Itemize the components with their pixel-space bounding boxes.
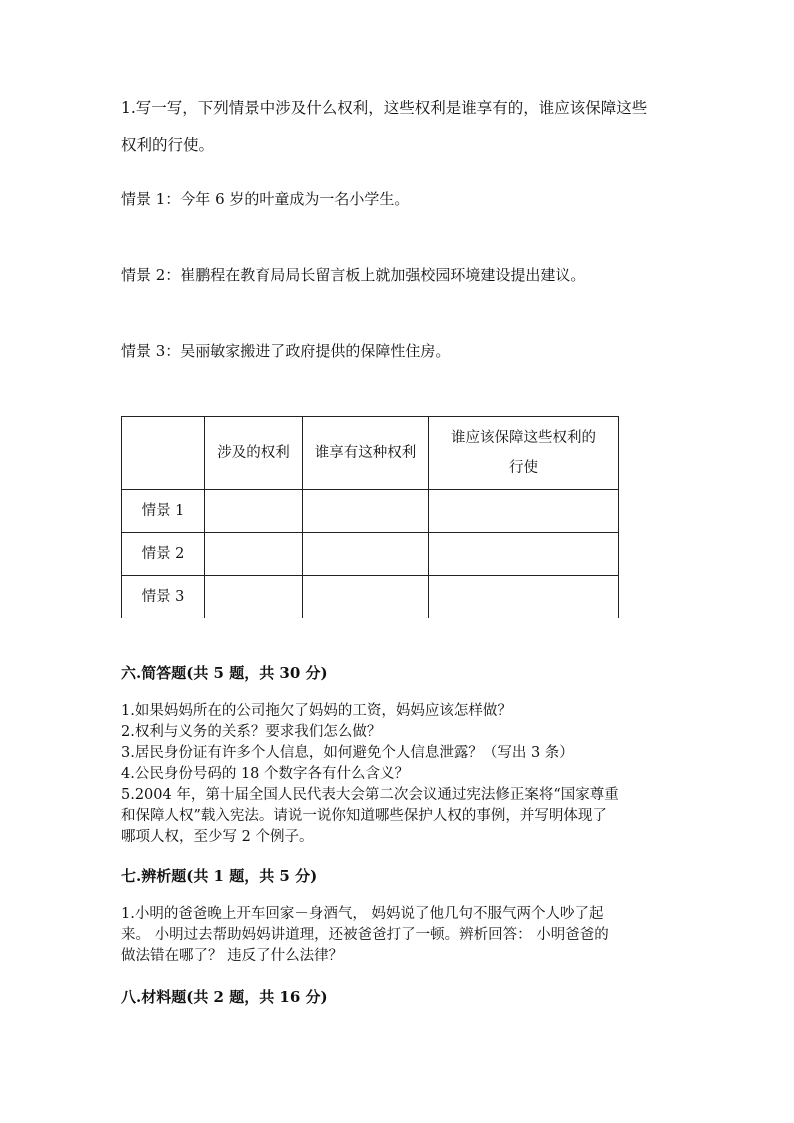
table-header-guarantor (429, 417, 619, 490)
table-row (122, 576, 619, 619)
list-item: 4.公民身份号码的 18 个数字各有什么含义？ (121, 766, 410, 782)
scenario-1: 情景 1：今年 6 岁的叶童成为一名小学生。 (121, 190, 410, 208)
question-1-line-2: 权利的行使。 (121, 136, 215, 154)
list-item: 2.权利与义务的关系？要求我们怎么做？ (121, 724, 382, 740)
list-item: 哪项人权，至少写 2 个例子。 (121, 829, 314, 845)
table-header-corner (122, 417, 205, 490)
section-6-list (121, 701, 619, 848)
table-cell[interactable] (303, 576, 429, 619)
list-item: 来。 小明过去帮助妈妈讲道理，还被爸爸打了一顿。辨析回答： 小明爸爸的 (121, 927, 609, 943)
list-item: 1.小明的爸爸晚上开车回家－身酒气， 妈妈说了他几句不服气两个人吵了起 (121, 906, 604, 922)
list-item: 3.居民身份证有许多个人信息，如何避免个人信息泄露？（写出 3 条） (121, 745, 574, 761)
table-cell[interactable] (205, 533, 303, 576)
section-7-title: 七.辨析题(共 1 题，共 5 分) (121, 867, 318, 885)
section-6-title: 六.简答题(共 5 题，共 30 分) (121, 664, 328, 682)
table-cell[interactable] (429, 533, 619, 576)
table-row (122, 490, 619, 533)
question-1-line-1: 1.写一写，下列情景中涉及什么权利，这些权利是谁享有的，谁应该保障这些 (121, 99, 648, 117)
list-item: 5.2004 年，第十届全国人民代表大会第二次会议通过宪法修正案将“国家尊重 (121, 787, 619, 803)
table-header-holder: 谁享有这种权利 (303, 417, 429, 490)
table-row-label: 情景 3 (122, 576, 205, 619)
list-item: 1.如果妈妈所在的公司拖欠了妈妈的工资，妈妈应该怎样做？ (121, 703, 512, 719)
table-header-rights: 涉及的权利 (205, 417, 303, 490)
scenario-3: 情景 3：吴丽敏家搬进了政府提供的保障性住房。 (121, 342, 451, 360)
table-row-label: 情景 2 (122, 533, 205, 576)
section-7-list (121, 904, 609, 967)
table-header-guarantor-line-2: 行使 (509, 460, 538, 476)
table-cell[interactable] (429, 490, 619, 533)
table-row (122, 533, 619, 576)
table-cell[interactable] (303, 533, 429, 576)
rights-table (121, 416, 619, 618)
table-cell[interactable] (429, 576, 619, 619)
table-row-label: 情景 1 (122, 490, 205, 533)
table-cell[interactable] (205, 490, 303, 533)
table-header-row (122, 417, 619, 490)
list-item: 和保障人权”载入宪法。请说一说你知道哪些保护人权的事例，并写明体现了 (121, 808, 607, 824)
table-cell[interactable] (205, 576, 303, 619)
table-header-guarantor-line-1: 谁应该保障这些权利的 (451, 430, 596, 446)
scenario-2: 情景 2：崔鹏程在教育局局长留言板上就加强校园环境建设提出建议。 (121, 266, 586, 284)
list-item: 做法错在哪了？ 违反了什么法律？ (121, 948, 344, 964)
section-8-title: 八.材料题(共 2 题，共 16 分) (121, 988, 328, 1006)
table-cell[interactable] (303, 490, 429, 533)
